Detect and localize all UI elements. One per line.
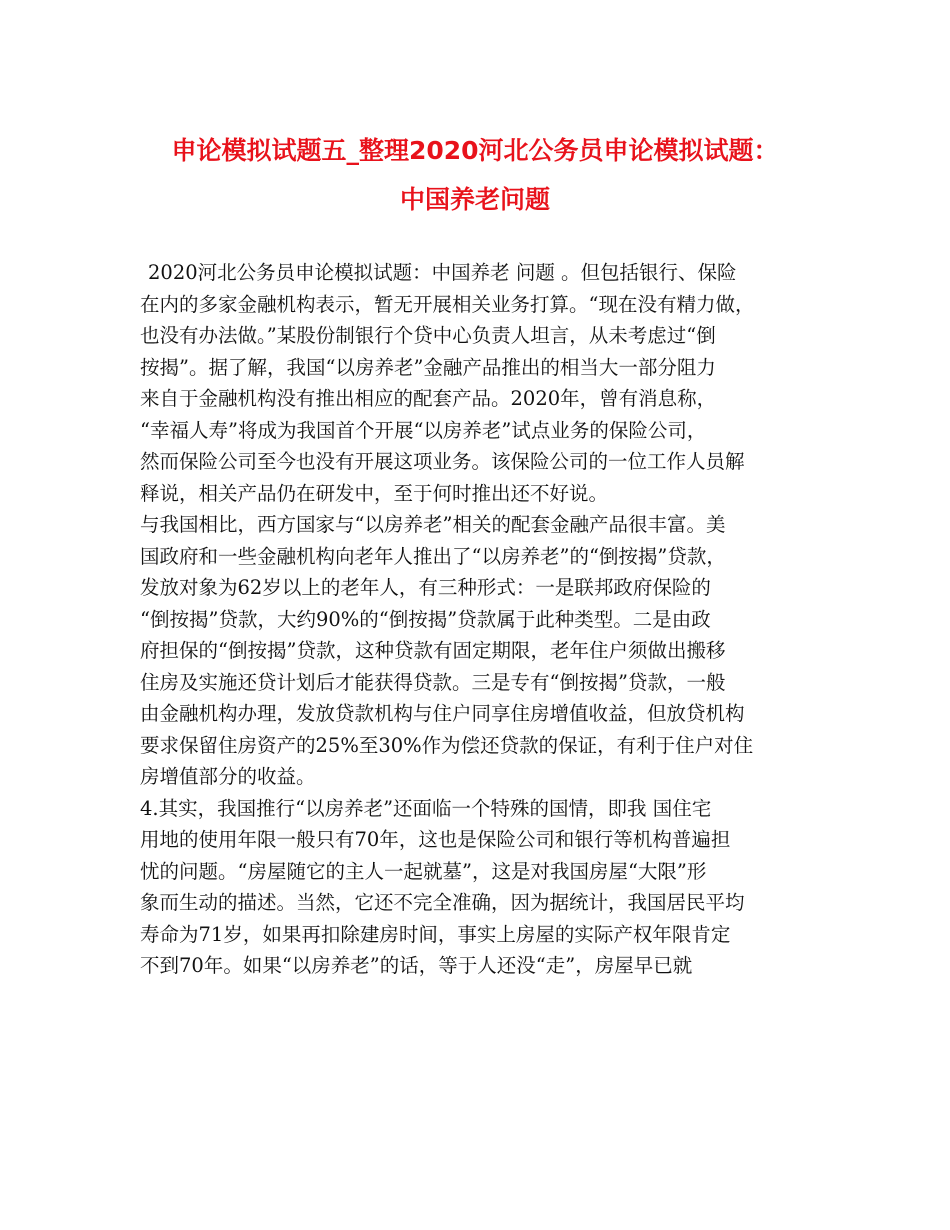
body-line: 与我国相比，西方国家与“以房养老”相关的配套金融产品很丰富。美	[140, 513, 726, 536]
body-line: 用地的使用年限一般只有70年，这也是保险公司和银行等机构普遍担	[140, 828, 731, 851]
body-line: 释说，相关产品仍在研发中，至于何时推出还不好说。	[140, 481, 609, 505]
body-line: 然而保险公司至今也没有开展这项业务。该保险公司的一位工作人员解	[140, 450, 745, 473]
body-line: “倒按揭”贷款，大约90%的“倒按揭”贷款属于此种类型。二是由政	[140, 607, 711, 631]
body-line: 2020河北公务员申论模拟试题：中国养老 问题 。但包括银行、保险	[148, 261, 737, 284]
document-body	[140, 257, 830, 982]
body-line: 府担保的“倒按揭”贷款，这种贷款有固定期限，老年住户须做出搬移	[140, 639, 726, 662]
body-line: 寿命为71岁，如果再扣除建房时间，事实上房屋的实际产权年限肯定	[140, 922, 731, 946]
document-title-line-1: 申论模拟试题五_整理2020河北公务员申论模拟试题：	[171, 136, 779, 165]
body-line: 也没有办法做。”某股份制银行个贷中心负责人坦言，从未考虑过“倒	[140, 324, 716, 347]
body-line: 按揭”。据了解，我国“以房养老”金融产品推出的相当大一部分阻力	[140, 355, 716, 379]
body-line: 在内的多家金融机构表示，暂无开展相关业务打算。“现在没有精力做，	[140, 292, 755, 316]
body-line: 象而生动的描述。当然，它还不完全准确，因为据统计，我国居民平均	[140, 891, 745, 914]
body-line: 要求保留住房资产的25%至30%作为偿还贷款的保证，有利于住户对住	[140, 733, 754, 757]
body-line: 忧的问题。“房屋随它的主人一起就墓”，这是对我国房屋“大限”形	[140, 859, 707, 883]
body-line: 来自于金融机构没有推出相应的配套产品。2020年，曾有消息称，	[140, 387, 717, 410]
body-line: 房增值部分的收益。	[140, 765, 316, 788]
body-line: 发放对象为62岁以上的老年人，有三种形式：一是联邦政府保险的	[140, 576, 711, 599]
body-line: 由金融机构办理，发放贷款机构与住户同享住房增值收益，但放贷机构	[140, 702, 745, 725]
body-line: 不到70年。如果“以房养老”的话，等于人还没“走”，房屋早已就	[140, 954, 693, 977]
body-line: 4.其实，我国推行“以房养老”还面临一个特殊的国情，即我 国住宅	[140, 796, 712, 820]
body-line: 国政府和一些金融机构向老年人推出了“以房养老”的“倒按揭”贷款，	[140, 544, 726, 568]
body-line: 住房及实施还贷计划后才能获得贷款。三是专有“倒按揭”贷款，一般	[140, 670, 726, 694]
document-title-line-2: 中国养老问题	[399, 185, 550, 214]
body-line: “幸福人寿”将成为我国首个开展“以房养老”试点业务的保险公司，	[140, 418, 707, 442]
